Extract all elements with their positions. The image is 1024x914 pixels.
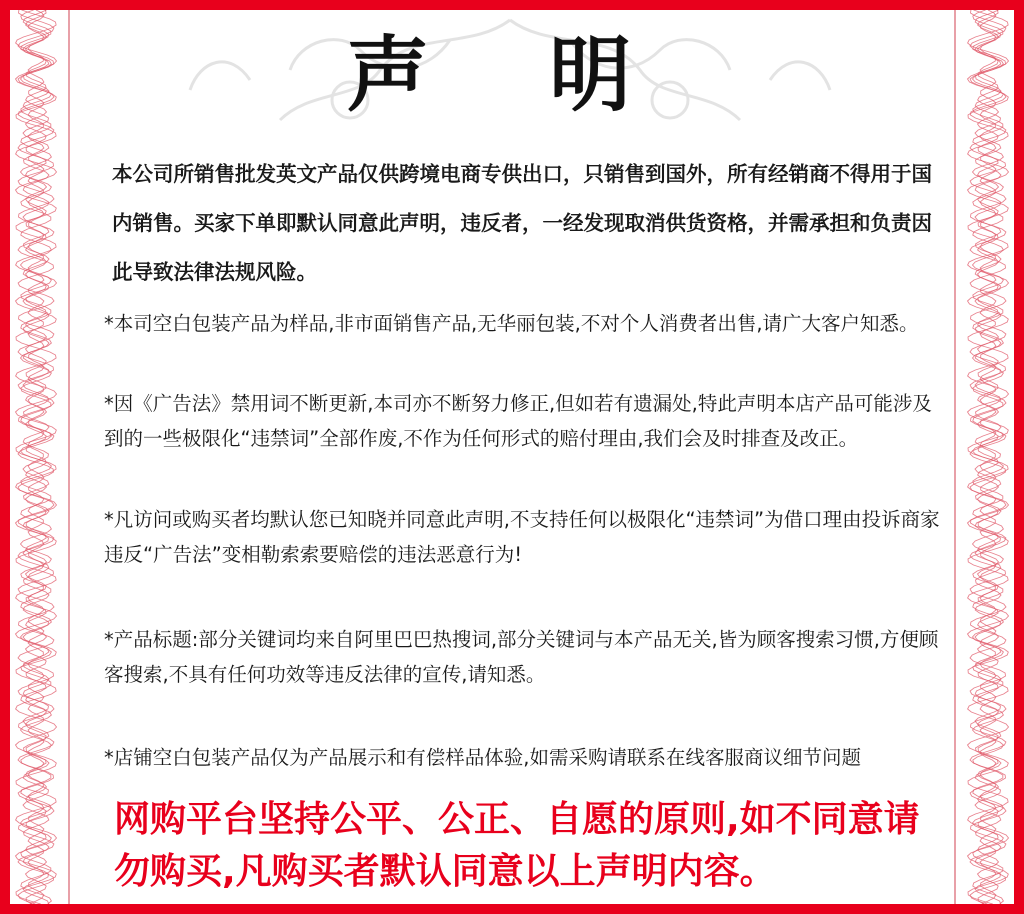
note-shop-blank-packaging: *店铺空白包装产品仅为产品展示和有偿样品体验,如需采购请联系在线客服商议细节问题 — [104, 746, 861, 769]
final-statement: 网购平台坚持公平、公正、自愿的原则,如不同意请勿购买,凡购买者默认同意以上声明内容。 — [114, 799, 920, 892]
note-product-title: *产品标题:部分关键词均来自阿里巴巴热搜词,部分关键词与本产品无关,皆为顾客搜索习惯,方便顾客搜索,不具有任何功效等违反法律的宣传,请知悉。 — [104, 628, 939, 686]
note-visitor-consent: *凡访问或购买者均默认您已知晓并同意此声明,不支持任何以极限化“违禁词”为借口理由投诉商家违反“广告法”变相勒索索要赔偿的违法恶意行为! — [104, 508, 940, 566]
page-title: 声 明 — [346, 28, 678, 123]
note-advertising-law: *因《广告法》禁用词不断更新,本司亦不断努力修正,但如若有遗漏处,特此声明本店产品可能涉及到的一些极限化“违禁词”全部作废,不作为任何形式的赔付理由,我们会及时排查及改正。 — [104, 392, 932, 450]
intro-paragraph: 本公司所销售批发英文产品仅供跨境电商专供出口，只销售到国外，所有经销商不得用于国内销售。买家下单即默认同意此声明，违反者，一经发现取消供货资格，并需承担和负责因此导致法律法规风险。 — [112, 162, 932, 284]
note-sample-packaging: *本司空白包装产品为样品,非市面销售产品,无华丽包装,不对个人消费者出售,请广大客户知悉。 — [104, 312, 919, 335]
